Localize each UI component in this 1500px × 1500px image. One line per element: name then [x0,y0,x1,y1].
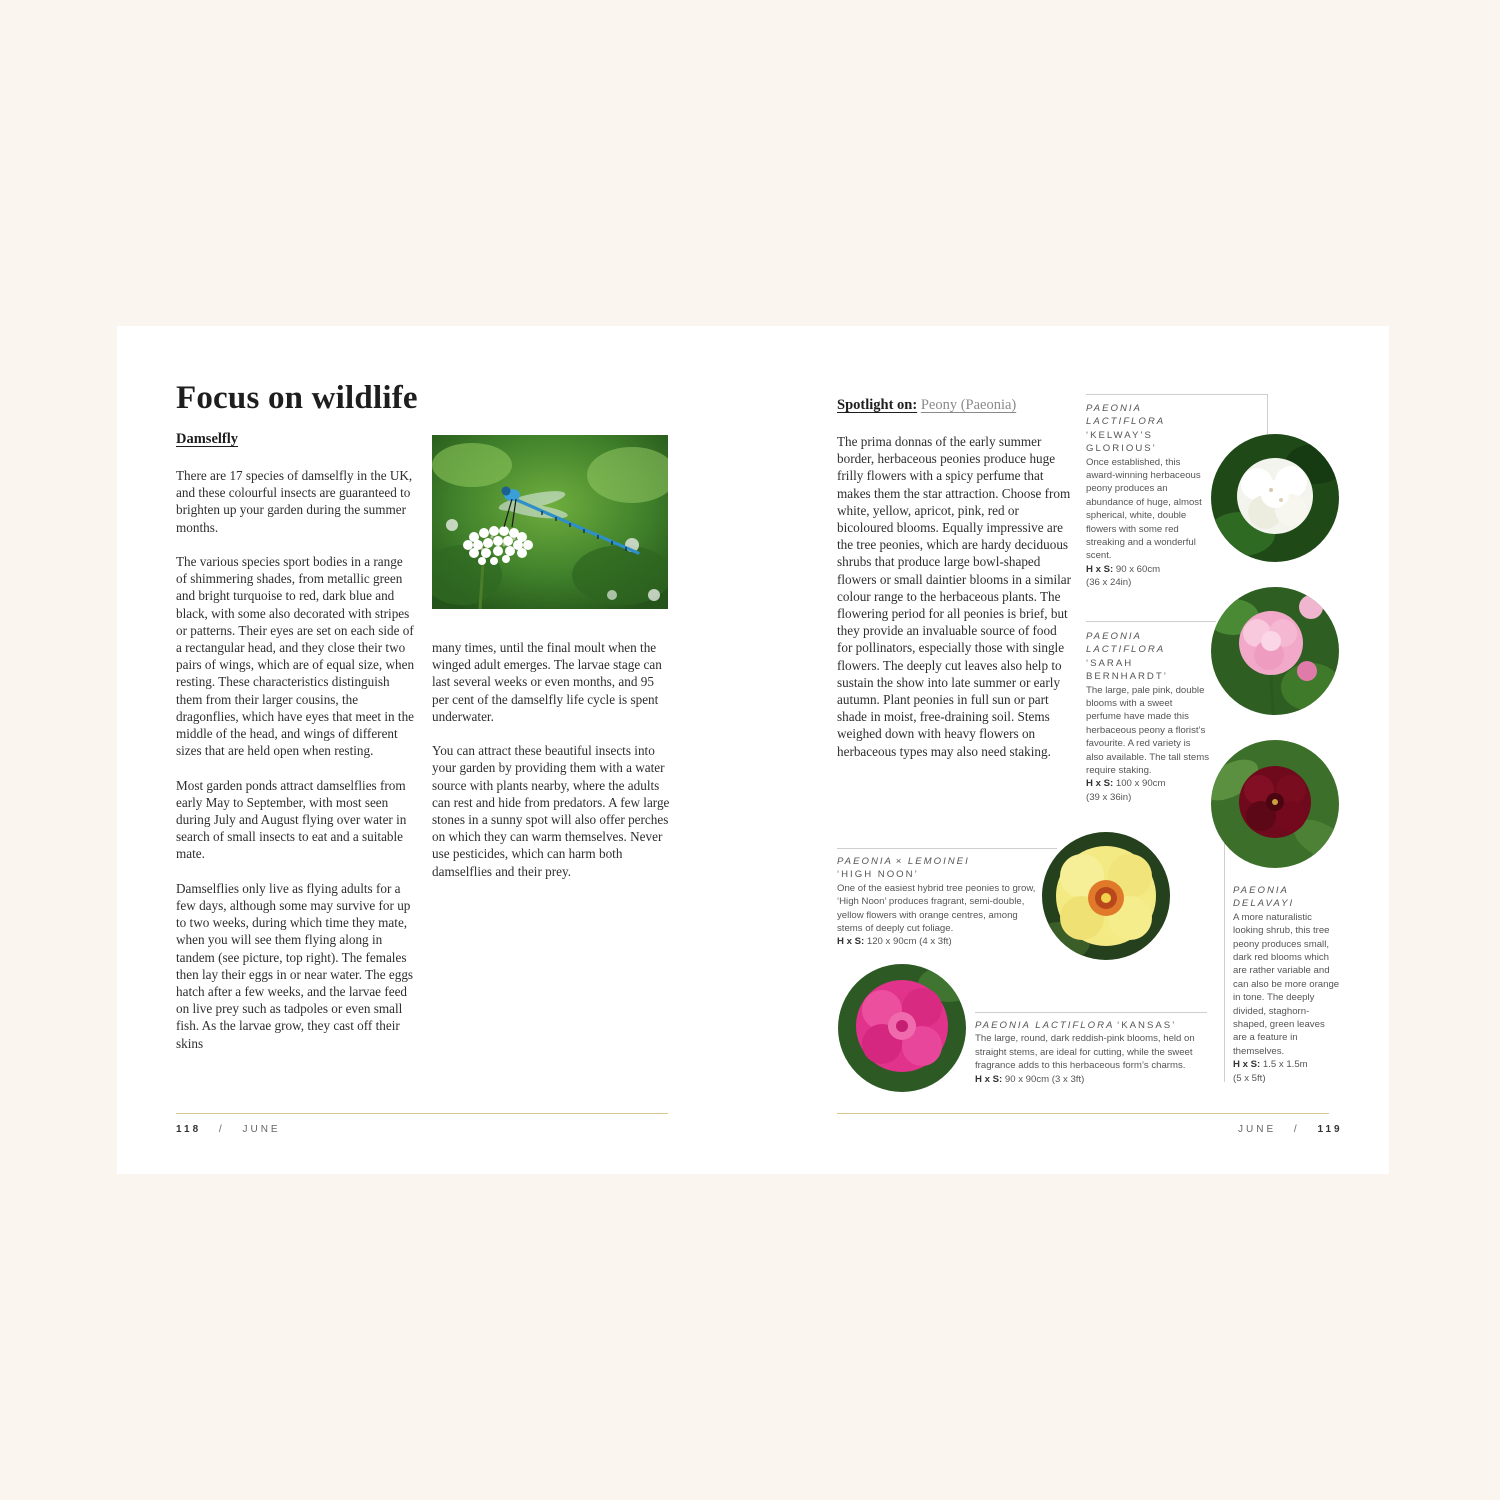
folio-month: JUNE [1238,1124,1277,1135]
page-title: Focus on wildlife [176,380,418,416]
white-peony-photo [1211,434,1339,562]
divider [1086,621,1216,622]
caption-sarah-bernhardt: PAEONIA LACTIFLORA ‘SARAH BERNHARDT’ The large, pale pink, double blooms with a sweet perfume have made this herbaceous peony a florist’s favourite. A red variety is also available. The tall stems require staking. H x S: 100 x 90cm (39 x 36in) [1086,631,1210,803]
pink-peony-photo [1211,587,1339,715]
section-heading-damselfly: Damselfly [176,431,239,447]
divider [975,1012,1207,1013]
folio-right [1238,1124,1343,1135]
paragraph: You can attract these beautiful insects into your garden by providing them with a water source with plants nearby, where the adults can rest and hide from predators. A few large stones in a sunny spot will also offer perches on which they can warm themselves. Never use pesticides, which can harm both damselflies and their prey. [432,743,670,879]
peony-body [837,433,1073,777]
spotlight-label: Spotlight on: [837,397,918,413]
paragraph: Most garden ponds attract damselflies from early May to September, with most seen during July and August flying over water in search of small insects to eat and a suitable mate. [176,777,407,862]
folio-left [176,1124,281,1135]
footer-rule-left [176,1113,668,1114]
paragraph: Damselflies only live as flying adults for a few days, although some may survive for up to two weeks, during which time they mate, when you will see them flying along in tandem (see picture, top right). The females then lay their eggs in or near water. The eggs hatch after a few weeks, and the larvae feed on live prey such as tadpoles or even small fish. As the larvae grow, they cast off their skins [176,880,414,1051]
yellow-peony-photo [1042,832,1170,960]
body-column-2 [432,639,672,897]
dark-red-peony-photo [1211,740,1339,868]
caption-kansas: PAEONIA LACTIFLORA ‘KANSAS’ The large, round, dark reddish-pink blooms, held on straight stems, are ideal for cutting, while the sweet fragrance adds to this herbaceous form’s charms. H x S: 90 x 90cm (3 x 3ft) [975,1020,1195,1085]
folio-month: JUNE [242,1124,281,1135]
page-number: 118 [176,1124,202,1135]
folio-separator: / [1293,1124,1300,1135]
spotlight-plant-name: Peony (Paeonia) [920,397,1017,413]
paragraph: many times, until the final moult when the winged adult emerges. The larvae stage can last several weeks or even months, and 95 per cent of the damselfly life cycle is spent underwater. [432,640,662,724]
damselfly-photo [432,435,668,609]
footer-rule-right [837,1113,1329,1114]
caption-kelways-glorious: PAEONIA LACTIFLORA ‘KELWAY’S GLORIOUS’ Once established, this award-winning herbaceous peony produces an abundance of huge, almost spherical, white, double flowers with some red streaking and a wonderful scent. H x S: 90 x 60cm (36 x 24in) [1086,403,1202,589]
divider [837,848,1057,849]
divider [1086,394,1268,395]
divider [1224,842,1225,1082]
paragraph: The prima donnas of the early summer border, herbaceous peonies produce huge frilly flowers with a spicy perfume that makes them the star attraction. Choose from white, yellow, apricot, pink, red or bicoloured blooms. Equally impressive are the tree peonies, which are hardy deciduous shrubs that produce large bowl-shaped flowers or small daintier blooms in a similar colour range to the herbaceous plants. The flowering period for all peonies is brief, but they provide an invaluable source of food for pollinators, especially those with single flowers. The deeply cut leaves also help to sustain the show into late summer or early autumn. Plant peonies in full sun or part shade in moist, free-draining soil. Stems weighed down with heavy flowers on herbaceous types may also need staking. [837,434,1072,759]
paragraph: There are 17 species of damselfly in the UK, and these colourful insects are guaranteed to brighten up your garden during the summer months. [176,468,413,535]
divider [1267,394,1268,434]
body-column-1 [176,467,416,1069]
book-spread [117,326,1389,1174]
folio-separator: / [218,1124,225,1135]
caption-delavayi: PAEONIA DELAVAYI A more naturalistic looking shrub, this tree peony produces small, dark red blooms which are rather variable and can also be more orange in tone. The deeply divided, staghorn-shaped, green leaves are a feature in themselves. H x S: 1.5 x 1.5m (5 x 5ft) [1233,885,1340,1084]
magenta-peony-photo [838,964,966,1092]
spotlight-heading [837,397,1016,414]
page-number: 119 [1317,1124,1343,1135]
caption-high-noon: PAEONIA × LEMOINEI ‘HIGH NOON’ One of the easiest hybrid tree peonies to grow, ‘High Noon’ produces fragrant, semi-double, yellow flowers with orange centres, among stems of deeply cut foliage. H x S: 120 x 90cm (4 x 3ft) [837,856,1036,948]
paragraph: The various species sport bodies in a range of shimmering shades, from metallic green and bright turquoise to red, dark blue and black, with some also decorated with stripes or patterns. Their eyes are set on each side of a rectangular head, and they close their two pairs of wings, which are of equal size, when resting. These characteristics distinguish them from their larger cousins, the dragonflies, which have eyes that meet in the middle of the head, and wings of different sizes that are held open when resting. [176,554,415,759]
